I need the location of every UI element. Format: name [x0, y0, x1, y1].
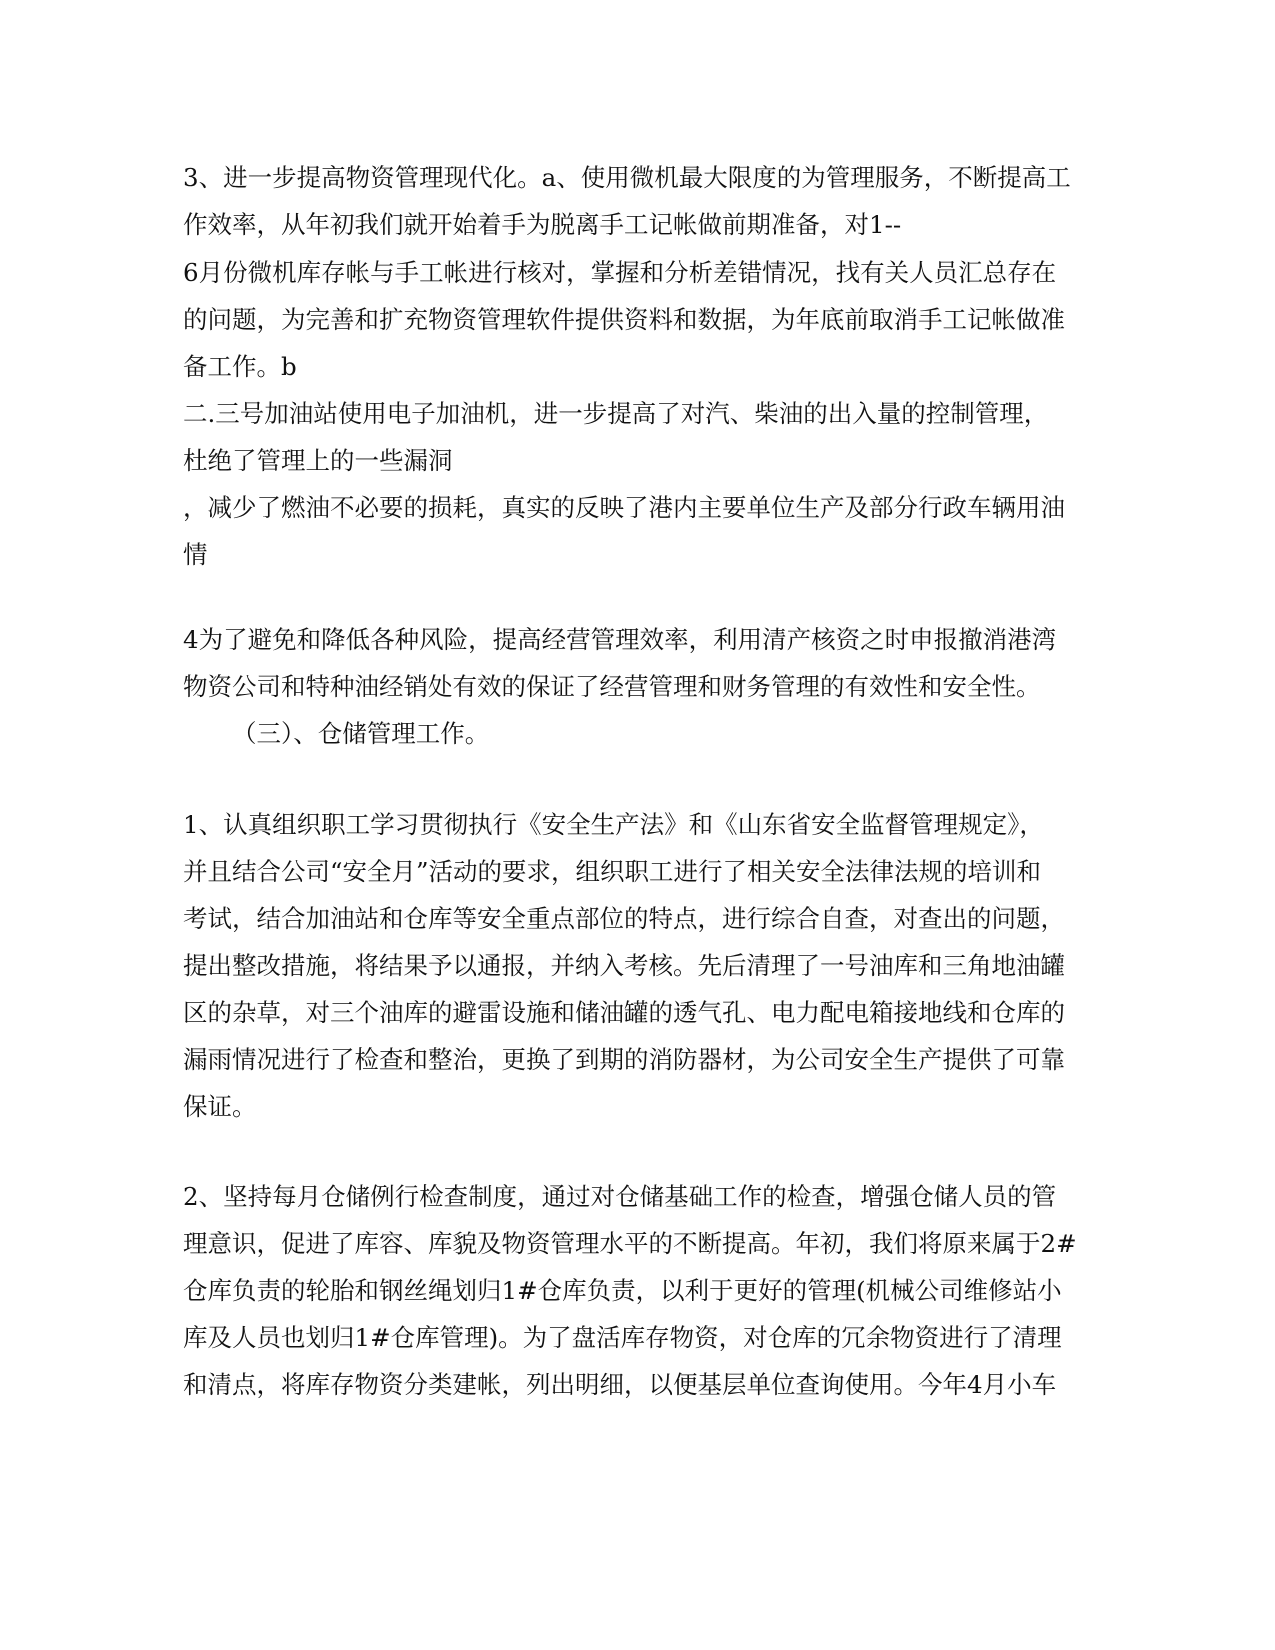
- text-line: 提出整改措施，将结果予以通报，并纳入考核。先后清理了一号油库和三角地油罐: [183, 951, 1065, 980]
- text-line: 备工作。b: [183, 352, 297, 381]
- text-line: 并且结合公司“安全月”活动的要求，组织职工进行了相关安全法律法规的培训和: [183, 857, 1042, 886]
- text-line: 和清点，将库存物资分类建帐，列出明细，以便基层单位查询使用。今年4月小车: [183, 1370, 1057, 1399]
- text-line: 的问题，为完善和扩充物资管理软件提供资料和数据，为年底前取消手工记帐做准: [183, 305, 1065, 334]
- text-line: 仓库负责的轮胎和钢丝绳划归1#仓库负责，以利于更好的管理(机械公司维修站小: [183, 1276, 1062, 1305]
- text-line: 6月份微机库存帐与手工帐进行核对，掌握和分析差错情况，找有关人员汇总存在: [183, 258, 1057, 287]
- text-line: 作效率，从年初我们就开始着手为脱离手工记帐做前期准备，对1--: [183, 210, 902, 239]
- text-line: 漏雨情况进行了检查和整治，更换了到期的消防器材，为公司安全生产提供了可靠: [183, 1045, 1065, 1074]
- text-line: 4为了避免和降低各种风险，提高经营管理效率，利用清产核资之时申报撤消港湾: [183, 625, 1057, 654]
- text-line: 情: [183, 540, 208, 569]
- text-line: 理意识，促进了库容、库貌及物资管理水平的不断提高。年初，我们将原来属于2#: [183, 1229, 1077, 1258]
- text-line: 考试，结合加油站和仓库等安全重点部位的特点，进行综合自查，对查出的问题，: [183, 904, 1065, 933]
- text-line: 1、认真组织职工学习贯彻执行《安全生产法》和《山东省安全监督管理规定》，: [183, 810, 1044, 839]
- text-line: 杜绝了管理上的一些漏洞: [183, 446, 453, 475]
- text-line: 区的杂草，对三个油库的避雷设施和储油罐的透气孔、电力配电箱接地线和仓库的: [183, 998, 1065, 1027]
- section-heading: （三）、仓储管理工作。: [232, 719, 490, 748]
- text-line: 库及人员也划归1#仓库管理)。为了盘活库存物资，对仓库的冗余物资进行了清理: [183, 1323, 1062, 1352]
- text-line: 保证。: [183, 1092, 257, 1121]
- text-line: 2、坚持每月仓储例行检查制度，通过对仓储基础工作的检查，增强仓储人员的管: [183, 1182, 1057, 1211]
- text-line: 3、进一步提高物资管理现代化。a、使用微机最大限度的为管理服务，不断提高工: [183, 163, 1071, 192]
- text-line: ，减少了燃油不必要的损耗，真实的反映了港内主要单位生产及部分行政车辆用油: [183, 493, 1065, 522]
- text-line: 二.三号加油站使用电子加油机，进一步提高了对汽、柴油的出入量的控制管理，: [183, 399, 1049, 428]
- text-line: 物资公司和特种油经销处有效的保证了经营管理和财务管理的有效性和安全性。: [183, 672, 1041, 701]
